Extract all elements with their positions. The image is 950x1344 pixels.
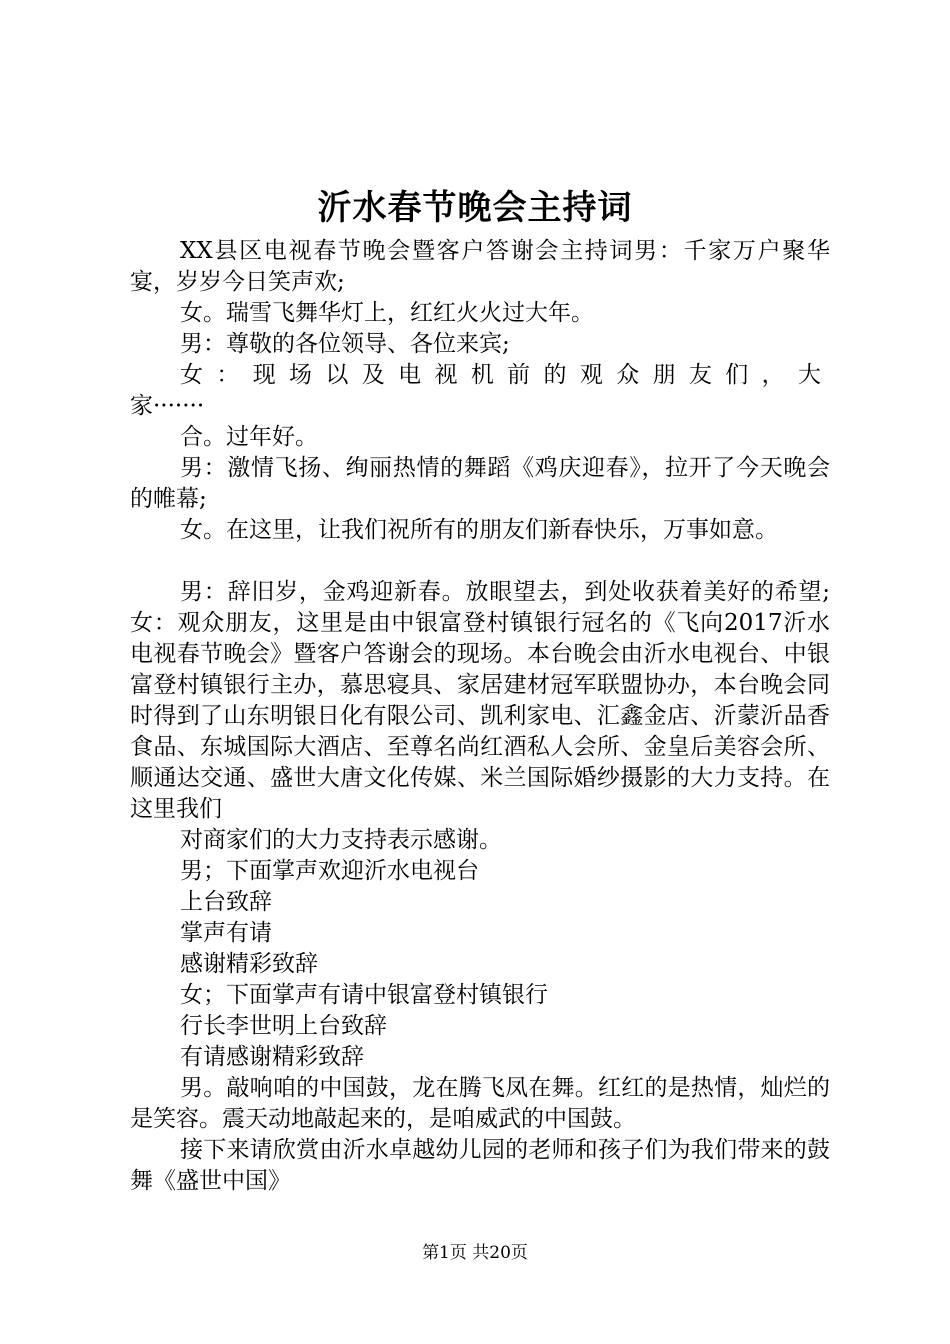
paragraph-female-1: 女。瑞雪飞舞华灯上，红红火火过大年。 [180,300,594,326]
paragraph-female-2: 女：现场以及电视机前的观众朋友们，大 [180,362,830,388]
paragraph-male-3: 男：辞旧岁，金鸡迎新春。放眼望去，到处收获着美好的希望;女：观众朋友，这里是由中银富登村镇银行冠名的《飞向2017沂水电视春节晚会》暨客户答谢会的现场。本台晚会由沂水电视台、中银富登村镇银行主办，慕思寝具、家居建材冠军联盟协办，本台晚会同时得到了山东明银日化有限公司、凯利家电、汇鑫金店、沂蒙沂品香食品、东城国际大酒店、至尊名尚红酒私人会所、金皇后美容会所、顺通达交通、盛世大唐文化传媒、米兰国际婚纱摄影的大力支持。在这里我们 [130,579,830,822]
paragraph-together: 合。过年好。 [180,424,318,450]
paragraph-thanks-2: 有请感谢精彩致辞 [180,1044,364,1070]
paragraph-male-2: 男：激情飞扬、绚丽热情的舞蹈《鸡庆迎春》，拉开了今天晚会的帷幕; [130,455,830,512]
paragraph-applause: 掌声有请 [180,920,272,946]
page-footer: 第1页 共20页 [422,1243,528,1263]
document-body [130,236,830,1197]
paragraph-thanks-speech: 感谢精彩致辞 [180,951,318,977]
paragraph-thanks: 对商家们的大力支持表示感谢。 [180,827,502,853]
paragraph-drum-dance: 接下来请欣赏由沂水卓越幼儿园的老师和孩子们为我们带来的鼓舞《盛世中国》 [130,1137,830,1194]
paragraph-gap [130,546,830,577]
paragraph-female-3: 女。在这里，让我们祝所有的朋友们新春快乐，万事如意。 [180,517,778,543]
paragraph-president: 行长李世明上台致辞 [180,1013,387,1039]
paragraph-female-2-cont: 家······· [130,393,205,419]
paragraph-intro: XX县区电视春节晚会暨客户答谢会主持词男：千家万户聚华宴，岁岁今日笑声欢; [130,238,830,295]
paragraph-male-5: 男。敲响咱的中国鼓，龙在腾飞凤在舞。红红的是热情，灿烂的是笑容。震天动地敲起来的，是咱威武的中国鼓。 [130,1075,830,1132]
paragraph-female-4: 女；下面掌声有请中银富登村镇银行 [180,982,548,1008]
paragraph-male-4: 男；下面掌声欢迎沂水电视台 [180,858,479,884]
paragraph-speech: 上台致辞 [180,889,272,915]
document-title: 沂水春节晚会主持词 [317,188,633,228]
paragraph-male-1: 男：尊敬的各位领导、各位来宾; [180,331,510,357]
